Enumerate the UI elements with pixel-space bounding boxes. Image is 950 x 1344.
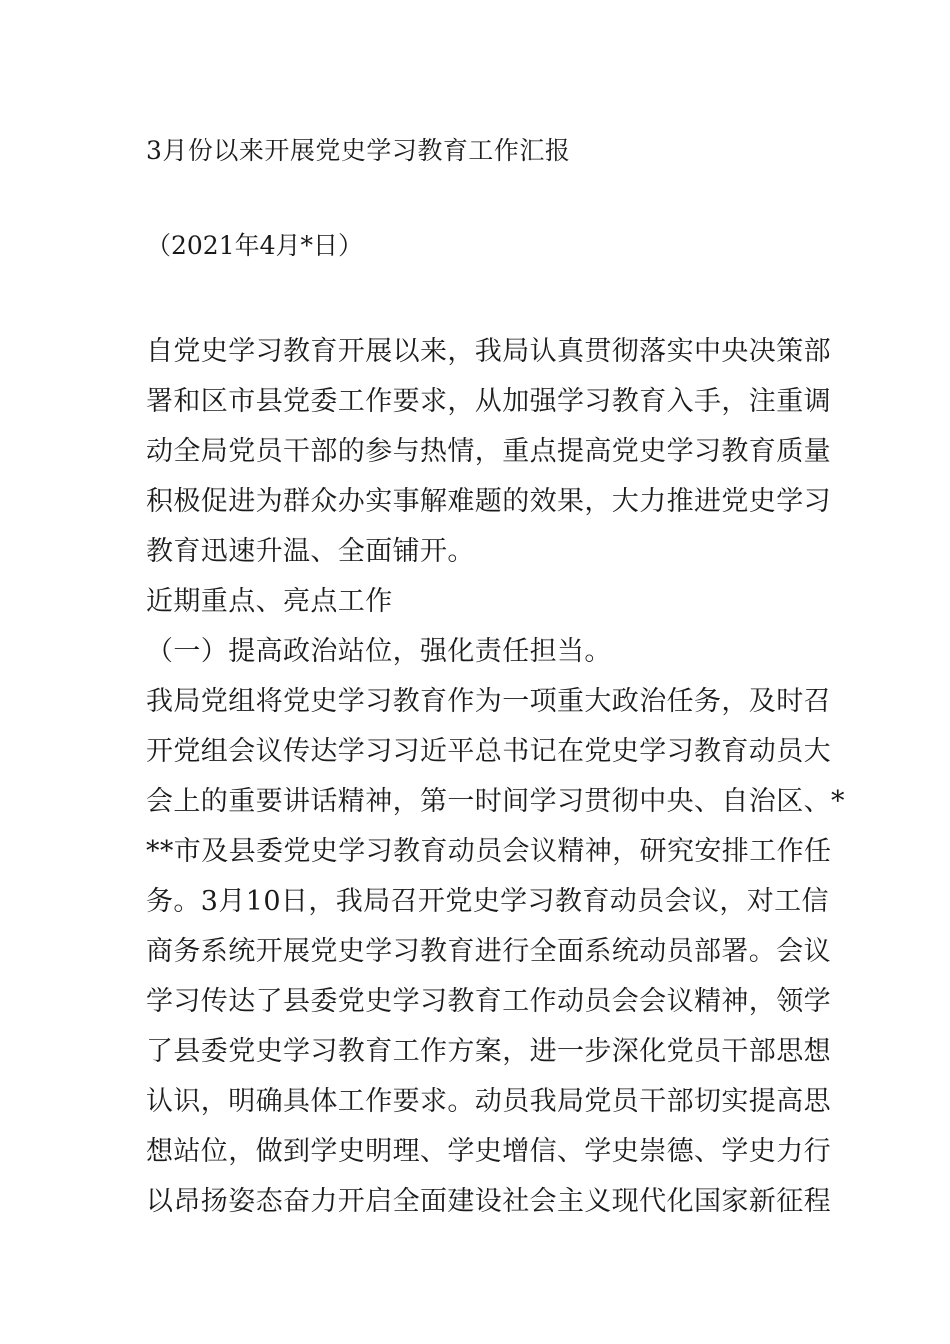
body-line: 动全局党员干部的参与热情，重点提高党史学习教育质量 <box>146 436 831 467</box>
body-line: 积极促进为群众办实事解难题的效果，大力推进党史学习 <box>146 486 831 517</box>
body-line: **市及县委党史学习教育动员会议精神，研究安排工作任 <box>146 836 832 867</box>
body-line: 务。3月10日，我局召开党史学习教育动员会议，对工信 <box>146 886 829 917</box>
subsection-heading: （一）提高政治站位，强化责任担当。 <box>146 636 612 667</box>
body-line: 想站位，做到学史明理、学史增信、学史崇德、学史力行 <box>146 1136 831 1167</box>
body-line: 学习传达了县委党史学习教育工作动员会会议精神，领学 <box>146 986 831 1017</box>
document-title: 3月份以来开展党史学习教育工作汇报 <box>146 136 571 165</box>
section-heading: 近期重点、亮点工作 <box>146 586 393 617</box>
body-line: 了县委党史学习教育工作方案，进一步深化党员干部思想 <box>146 1036 831 1067</box>
body-line: 我局党组将党史学习教育作为一项重大政治任务，及时召 <box>146 686 831 717</box>
body-line: 开党组会议传达学习习近平总书记在党史学习教育动员大 <box>146 736 831 767</box>
body-line: 以昂扬姿态奋力开启全面建设社会主义现代化国家新征程 <box>146 1186 831 1217</box>
body-line: 商务系统开展党史学习教育进行全面系统动员部署。会议 <box>146 936 831 967</box>
body-line: 教育迅速升温、全面铺开。 <box>146 536 475 567</box>
body-line: 会上的重要讲话精神，第一时间学习贯彻中央、自治区、* <box>146 786 845 817</box>
body-line: 认识，明确具体工作要求。动员我局党员干部切实提高思 <box>146 1086 831 1117</box>
body-line: 署和区市县党委工作要求，从加强学习教育入手，注重调 <box>146 386 831 417</box>
document-date: （2021年4月*日） <box>146 231 364 260</box>
body-line: 自党史学习教育开展以来，我局认真贯彻落实中央决策部 <box>146 336 831 367</box>
